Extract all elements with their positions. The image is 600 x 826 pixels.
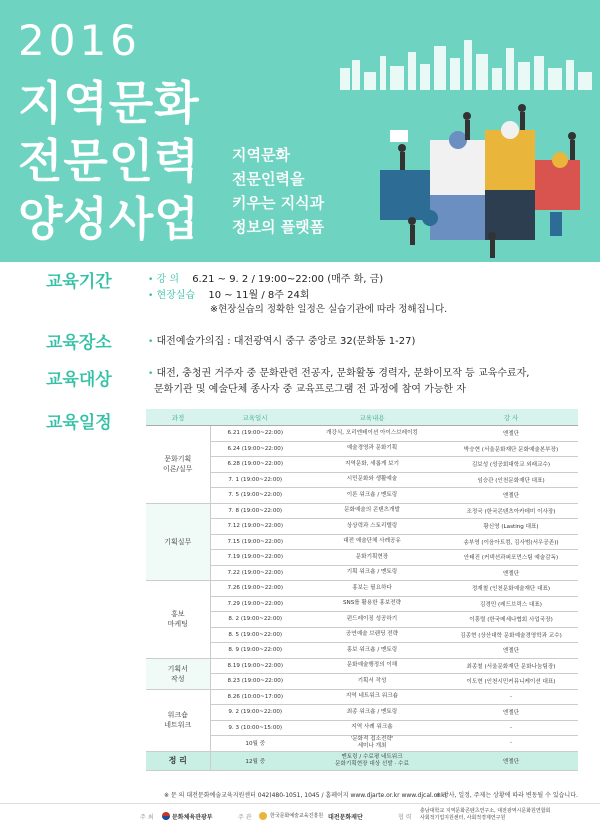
organizer-label: 주 관 — [238, 814, 252, 821]
table-row — [146, 658, 578, 674]
coop-label: 협 력 — [398, 814, 412, 821]
content-cell: 홍보는 필요하다 — [300, 581, 444, 597]
coop-list: 충남대학교 지역문화콘텐츠연구소, 대전광역시문화원연합회 사회적기업지원센터, 사회적경제연구원 — [420, 808, 551, 821]
content-cell: 상상력과 스토리텔링 — [300, 519, 444, 535]
place-row — [148, 332, 415, 347]
date-cell: 7. 1 (19:00~22:00) — [210, 472, 300, 488]
puzzle-people-illustration — [370, 100, 600, 262]
practice-label: 현장실습 — [156, 290, 196, 301]
hero-title-line-2: 전문인력 — [18, 134, 200, 188]
course-cell: 기획서 작성 — [146, 658, 210, 689]
date-cell: 7.26 (19:00~22:00) — [210, 581, 300, 597]
teacher-cell: 임승관 (인천문화재단 대표) — [444, 472, 578, 488]
teacher-cell: 황신영 (Lasting 대표) — [444, 519, 578, 535]
content-cell: 시민문화와 생활예술 — [300, 472, 444, 488]
content-cell: 이론 워크숍 / 멘토링 — [300, 488, 444, 504]
target-line-2: 문화기관 및 예술단체 종사자 중 교육프로그램 전 과정에 참여 가능한 자 — [154, 384, 466, 395]
course-cell: 워크숍 네트워크 — [146, 689, 210, 751]
date-cell: 7.29 (19:00~22:00) — [210, 596, 300, 612]
table-row — [146, 534, 578, 550]
teacher-cell: 엔젤단 — [444, 705, 578, 721]
content-cell: 기획 워크숍 / 멘토링 — [300, 565, 444, 581]
teacher-cell: 김경민 (레드브릭스 대표) — [444, 596, 578, 612]
target-line-1: 대전, 충청권 거주자 중 문화관련 전공자, 문화활동 경력자, 문화이모작 등 교육수료자, — [156, 368, 530, 379]
content-cell: 멘토링 / 수료평 네트워크 문화기획현장 대상 선발 · 수료 — [300, 751, 444, 770]
table-row — [146, 736, 578, 752]
schedule-body — [146, 426, 578, 771]
teacher-cell: 엔젤단 — [444, 565, 578, 581]
date-cell: 6.24 (19:00~22:00) — [210, 441, 300, 457]
date-cell: 9. 2 (19:00~22:00) — [210, 705, 300, 721]
header-course: 과정 — [146, 409, 210, 426]
content-cell: 문화기획현장 — [300, 550, 444, 566]
bullet-icon: • — [148, 337, 154, 347]
organizer-1: 한국문화예술교육진흥원 — [270, 813, 324, 819]
table-row — [146, 612, 578, 628]
hero-subtitle-line-1: 지역문화 — [232, 146, 290, 164]
date-cell: 7. 8 (19:00~22:00) — [210, 503, 300, 519]
course-cell-final: 정 리 — [146, 751, 210, 770]
content-cell: 대전 예술단체 사례공유 — [300, 534, 444, 550]
city-skyline-illustration — [330, 38, 600, 90]
change-footnote: ※ 강사, 일정, 주제는 상황에 따라 변동될 수 있습니다. — [436, 792, 578, 799]
hero-subtitle-line-4: 정보의 플랫폼 — [232, 218, 325, 236]
date-cell: 8. 2 (19:00~22:00) — [210, 612, 300, 628]
practice-row — [148, 286, 310, 301]
table-row — [146, 565, 578, 581]
table-row — [146, 705, 578, 721]
table-row — [146, 596, 578, 612]
table-row — [146, 503, 578, 519]
teacher-cell: 최종철 (서울문화재단 문화나눔팀장) — [444, 658, 578, 674]
date-cell: 7.15 (19:00~22:00) — [210, 534, 300, 550]
date-cell: 7. 5 (19:00~22:00) — [210, 488, 300, 504]
teacher-cell: 엔젤단 — [444, 643, 578, 659]
lecture-label: 강 의 — [156, 274, 179, 285]
table-row — [146, 519, 578, 535]
bullet-icon: • — [148, 369, 154, 379]
table-row — [146, 488, 578, 504]
course-cell: 문화기획 이론/실무 — [146, 426, 210, 504]
bullet-icon: • — [148, 291, 154, 301]
content-cell: '문화적 접소전략' 세미나 개최 — [300, 736, 444, 752]
header-content: 교육내용 — [300, 409, 444, 426]
table-row — [146, 674, 578, 690]
teacher-cell: 엔젤단 — [444, 751, 578, 770]
date-cell: 8.19 (19:00~22:00) — [210, 658, 300, 674]
teacher-cell: 박승현 (서울문화재단 문화예술본부장) — [444, 441, 578, 457]
header-teacher: 강 사 — [444, 409, 578, 426]
course-cell: 홍보 마케팅 — [146, 581, 210, 659]
content-cell: 펀드레이징 성공하기 — [300, 612, 444, 628]
hero-banner — [0, 0, 600, 262]
lecture-row — [148, 270, 383, 285]
table-row — [146, 426, 578, 442]
content-cell: 예술경영과 문화기획 — [300, 441, 444, 457]
table-header-row — [146, 409, 578, 426]
content-cell: SNS를 활용한 홍보전략 — [300, 596, 444, 612]
date-cell: 8.26 (10:00~17:00) — [210, 689, 300, 705]
practice-value: 10 ~ 11월 / 8주 24회 — [208, 290, 310, 301]
hero-subtitle — [232, 143, 372, 239]
practice-note: ※현장실습의 정확한 일정은 실습기관에 따라 정해집니다. — [210, 304, 448, 315]
target-row-1 — [148, 364, 529, 379]
teacher-cell: 이흥렬 (한국메세나협회 사업국장) — [444, 612, 578, 628]
content-cell: 지역문화, 새롭게 보기 — [300, 457, 444, 473]
content-cell: 문화예술행정의 이해 — [300, 658, 444, 674]
teacher-cell: 이도현 (인천시민커뮤니케이션 대표) — [444, 674, 578, 690]
content-cell: 지역 네트워크 워크숍 — [300, 689, 444, 705]
teacher-cell: - — [444, 720, 578, 736]
section-title-target: 교육대상 — [46, 370, 112, 390]
teacher-cell: 송부영 (이음아트컴, 김사범(서우공존)) — [444, 534, 578, 550]
host-name: 문화체육관광부 — [172, 814, 213, 821]
content-cell: 홍보 워크숍 / 멘토링 — [300, 643, 444, 659]
course-cell: 기획실무 — [146, 503, 210, 581]
section-title-period: 교육기간 — [46, 272, 112, 292]
date-cell: 8. 5 (19:00~22:00) — [210, 627, 300, 643]
hero-subtitle-line-3: 키우는 지식과 — [232, 194, 325, 212]
table-row — [146, 581, 578, 597]
content-cell: 최종 워크숍 / 멘토링 — [300, 705, 444, 721]
table-row — [146, 550, 578, 566]
content-cell: 개강식, 오리엔테이션 아이스브레이킹 — [300, 426, 444, 442]
content-cell: 지역 사례 워크숍 — [300, 720, 444, 736]
date-cell: 8. 9 (19:00~22:00) — [210, 643, 300, 659]
date-cell: 6.28 (19:00~22:00) — [210, 457, 300, 473]
teacher-cell: 정재철 (인천문화예술재단 대표) — [444, 581, 578, 597]
date-cell: 9. 3 (10:00~15:00) — [210, 720, 300, 736]
date-cell: 7.12 (19:00~22:00) — [210, 519, 300, 535]
content-cell: 기획서 작성 — [300, 674, 444, 690]
teacher-cell: 김종현 (상산대학 문화예술경영학과 교수) — [444, 627, 578, 643]
hero-title-line-3: 양성사업 — [18, 192, 200, 246]
date-cell: 7.19 (19:00~22:00) — [210, 550, 300, 566]
lecture-value: 6.21 ~ 9. 2 / 19:00~22:00 (매주 화, 금) — [192, 274, 384, 285]
contact-footnote: ※ 문 의 대전문화예술교육지원센터 042)480-1051, 1045 / 홈페이지 www.djarte.or.kr www.djcal.or.kr — [164, 792, 448, 799]
hero-year: 2016 — [18, 16, 141, 65]
date-cell: 7.22 (19:00~22:00) — [210, 565, 300, 581]
table-row — [146, 457, 578, 473]
teacher-cell: 조정국 (한국콘텐츠아카데미 이사장) — [444, 503, 578, 519]
section-title-schedule: 교육일정 — [46, 413, 112, 433]
hero-subtitle-line-2: 전문인력을 — [232, 170, 305, 188]
table-row-final — [146, 751, 578, 770]
header-date: 교육일시 — [210, 409, 300, 426]
organizer-2: 대전문화재단 — [328, 814, 363, 821]
table-row — [146, 627, 578, 643]
teacher-cell: 엔젤단 — [444, 488, 578, 504]
teacher-cell: - — [444, 689, 578, 705]
host-logo-icon — [162, 812, 170, 822]
table-row — [146, 689, 578, 705]
place-value: 대전예술가의집 : 대전광역시 중구 중앙로 32(문화동 1-27) — [156, 336, 416, 347]
hero-title-line-1: 지역문화 — [18, 76, 200, 130]
schedule-table — [146, 409, 578, 771]
section-title-place: 교육장소 — [46, 333, 112, 353]
organization-bar — [0, 803, 600, 826]
date-cell: 12월 중 — [210, 751, 300, 770]
table-row — [146, 643, 578, 659]
host-label: 주 최 — [140, 814, 154, 821]
teacher-cell: - — [444, 736, 578, 752]
teacher-cell: 엔젤단 — [444, 426, 578, 442]
date-cell: 6.21 (19:00~22:00) — [210, 426, 300, 442]
teacher-cell: 안태진 (커넥션과퍼포먼스팀 예술감독) — [444, 550, 578, 566]
content-cell: 문화예술의 콘텐츠개발 — [300, 503, 444, 519]
table-row — [146, 472, 578, 488]
table-row — [146, 720, 578, 736]
teacher-cell: 김보성 (성공회대학교 외래교수) — [444, 457, 578, 473]
table-row — [146, 441, 578, 457]
content-cell: 공연예술 브랜딩 전략 — [300, 627, 444, 643]
date-cell: 8.23 (19:00~22:00) — [210, 674, 300, 690]
date-cell: 10월 중 — [210, 736, 300, 752]
organizer-logo-icon — [258, 812, 268, 822]
bullet-icon: • — [148, 275, 154, 285]
